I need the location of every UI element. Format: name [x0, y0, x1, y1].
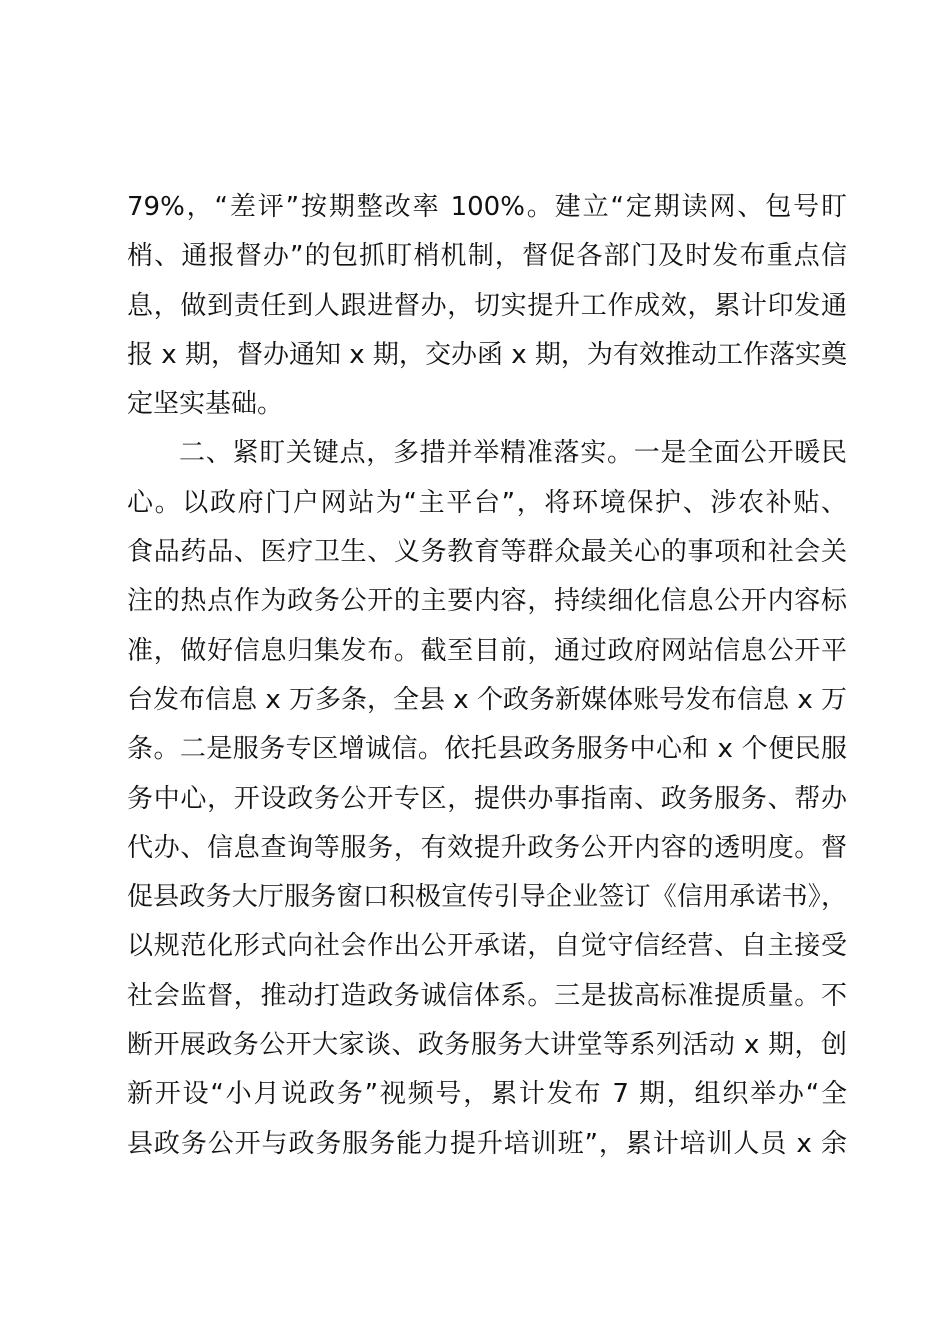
- paragraph-line: 务中心，开设政务公开专区，提供办事指南、政务服务、帮办: [127, 783, 847, 814]
- paragraph-line: 定坚实基础。: [127, 389, 284, 420]
- paragraph-line: 新开设“小月说政务”视频号，累计发布 7 期，组织举办“全: [127, 1079, 847, 1110]
- paragraph-line: 息，做到责任到人跟进督办，切实提升工作成效，累计印发通: [127, 290, 847, 321]
- paragraph-line: 代办、信息查询等服务，有效提升政务公开内容的透明度。督: [127, 832, 847, 863]
- paragraph-line: 促县政务大厅服务窗口积极宣传引导企业签订《信用承诺书》，: [127, 882, 847, 913]
- document-body: [127, 183, 847, 1169]
- paragraph-line: 梢、通报督办”的包抓盯梢机制，督促各部门及时发布重点信: [127, 241, 847, 272]
- paragraph-line: 二、紧盯关键点，多措并举精准落实。一是全面公开暖民: [179, 438, 847, 469]
- paragraph-line: 心。以政府门户网站为“主平台”，将环境保护、涉农补贴、: [127, 487, 847, 518]
- paragraph-line: 准，做好信息归集发布。截至目前，通过政府网站信息公开平: [127, 635, 847, 666]
- paragraph-line: 报 x 期，督办通知 x 期，交办函 x 期，为有效推动工作落实奠: [127, 339, 847, 370]
- paragraph-line: 断开展政务公开大家谈、政务服务大讲堂等系列活动 x 期，创: [127, 1030, 847, 1061]
- paragraph-1: [127, 183, 847, 429]
- paragraph-line: 注的热点作为政务公开的主要内容，持续细化信息公开内容标: [127, 586, 847, 617]
- paragraph-line: 条。二是服务专区增诚信。依托县政务服务中心和 x 个便民服: [127, 734, 847, 765]
- paragraph-line: 社会监督，推动打造政务诚信体系。三是拔高标准提质量。不: [127, 980, 847, 1011]
- paragraph-line: 县政务公开与政务服务能力提升培训班”，累计培训人员 x 余: [127, 1128, 847, 1159]
- paragraph-line: 食品药品、医疗卫生、义务教育等群众最关心的事项和社会关: [127, 537, 847, 568]
- paragraph-line: 台发布信息 x 万多条，全县 x 个政务新媒体账号发布信息 x 万: [127, 684, 847, 715]
- paragraph-2: [127, 429, 847, 1168]
- paragraph-line: 79%，“差评”按期整改率 100%。建立“定期读网、包号盯: [127, 192, 847, 222]
- paragraph-line: 以规范化形式向社会作出公开承诺，自觉守信经营、自主接受: [127, 931, 847, 962]
